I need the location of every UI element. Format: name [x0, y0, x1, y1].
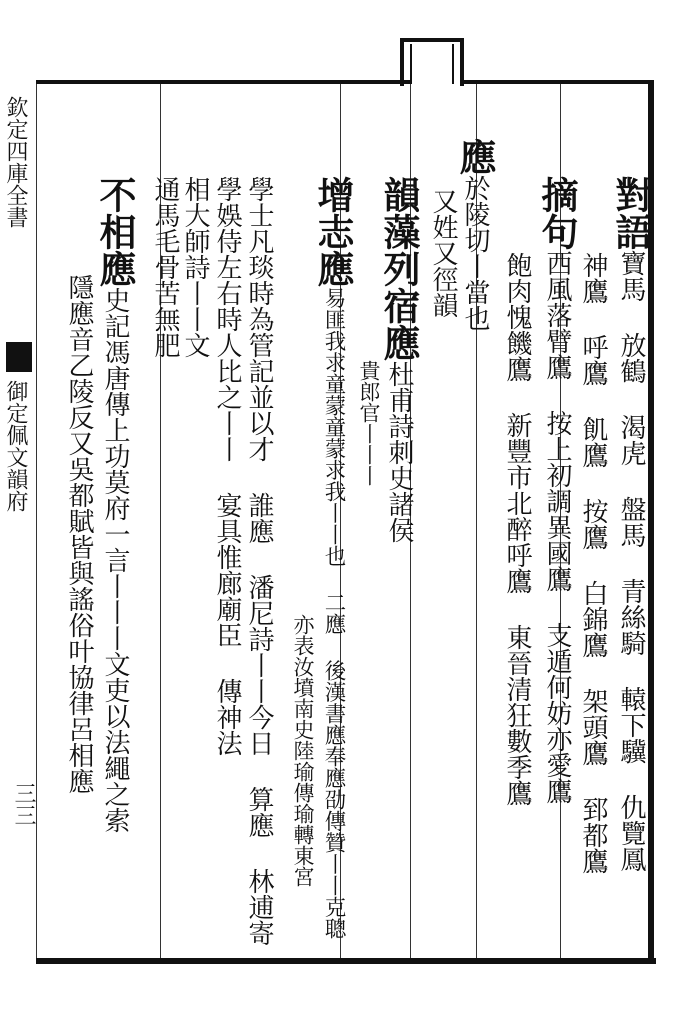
entry-text: 相大師詩丨丨文: [180, 176, 210, 358]
entry-text: 又姓又徑韻: [428, 188, 458, 318]
entry-text: 易匪我求童蒙童蒙求我丨丨也 二應 後漢書應奉應劭傳贊丨丨克聰: [321, 287, 346, 939]
entry-text: 學士凡琰時為管記並以才 誰應 潘尼詩丨丨今日 算應 林逋寄: [244, 176, 274, 946]
book-title: 欽定四庫全書: [3, 96, 28, 228]
entry-text: 學娛侍左右時人比之丨丨 宴具惟廊廟臣 傳神法: [212, 176, 242, 756]
section-title: 御定佩文韻府: [3, 380, 28, 512]
entry-text: 西風落臂鷹 按上初調異國鷹 支遁何妨亦愛鷹: [542, 250, 572, 804]
column-divider: [36, 84, 37, 958]
entry-heading: 不相應: [93, 176, 137, 287]
entry-text: 貴郎官丨丨丨: [357, 360, 381, 486]
entry-text: 史記馮唐傳上功莫府一言丨丨丨文吏以法繩之索: [100, 287, 130, 833]
entry-text: 飽肉愧饑鷹 新豐市北醉呼鷹 東晉清狂數季鷹: [502, 252, 532, 806]
entry-heading: 對語: [609, 176, 653, 250]
column-16: [50, 198, 108, 794]
entry-text: 神鷹 呼鷹 飢鷹 按鷹 白錦鷹 架頭鷹 郅都鷹: [578, 252, 608, 874]
heading-tab-inner-left: [410, 44, 412, 84]
page-number: 三三: [11, 782, 36, 826]
frame-top-left: [36, 80, 410, 84]
rhyme-heading: 應: [453, 138, 497, 175]
entry-text: 亦表汝墳南史陸瑜傳瑜轉東宮: [291, 614, 315, 887]
entry-text: 寶馬 放鶴 渴虎 盤馬 青絲騎 轅下驥 仇覽鳳: [616, 250, 646, 872]
entry-text: 杜甫詩刺史諸侯: [384, 361, 414, 543]
heading-tab-top: [400, 38, 464, 42]
entry-heading: 摘句: [535, 176, 579, 250]
entry-heading: 增志應: [311, 176, 355, 287]
entry-text: 隱應音乙陵反又吳都賦皆與謠俗叶協律呂相應: [64, 274, 94, 794]
entry-text: 通馬毛骨苦無肥: [150, 176, 180, 358]
entry-heading: 韻藻列宿應: [377, 176, 421, 361]
fish-tail-mark: [6, 342, 32, 372]
heading-tab-left: [400, 38, 404, 86]
entry-text: 於陵切丨當也: [460, 175, 490, 331]
frame-bottom: [36, 958, 656, 964]
